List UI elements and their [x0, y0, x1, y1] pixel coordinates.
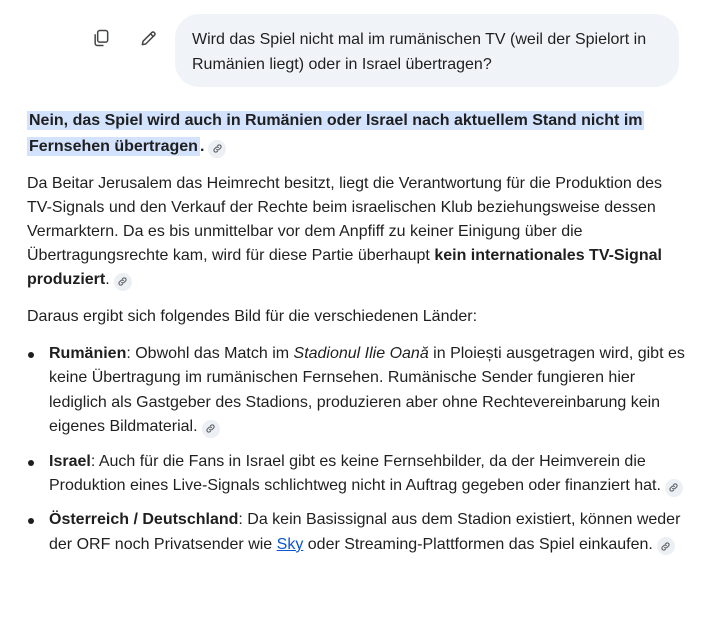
answer-lead-period: . [199, 138, 205, 155]
link-icon[interactable] [202, 420, 220, 438]
stadium-name: Stadionul Ilie Oană [293, 345, 429, 362]
answer-lead [27, 108, 687, 160]
list-item-romania [27, 342, 687, 440]
list-item-label: Israel [49, 452, 91, 470]
list-item-text: in Ploiești ausgetragen wird, gibt es keine Übertragung im rumänischen Fernsehen. Rumänische Sender fungieren hier lediglich als Gastgeber des Stadions, produzieren aber ohne Rechtevereinbarung kein eigenes Bildmaterial. [49, 345, 685, 436]
pencil-icon[interactable] [135, 24, 163, 52]
list-item-label: Österreich / Deutschland [49, 511, 239, 529]
list-item-israel [27, 450, 687, 499]
answer-paragraph-1 [27, 172, 687, 292]
sky-link[interactable]: Sky [276, 535, 304, 553]
paragraph-1-end: . [105, 271, 110, 288]
answer-lead-highlight: Nein, das Spiel wird auch in Rumänien oder Israel nach aktuellem Stand nicht im Fernsehen übertragen [29, 112, 643, 155]
copy-icon[interactable] [87, 24, 115, 52]
list-item-text: : Da kein Basissignal aus dem Stadion existiert, können weder der ORF noch Privatsender wie [49, 511, 681, 553]
link-icon[interactable] [114, 273, 132, 291]
user-message-bubble [175, 14, 679, 87]
list-item-label: Rumänien [49, 345, 127, 362]
link-icon[interactable] [657, 537, 675, 555]
country-list [27, 342, 687, 557]
assistant-answer [27, 108, 687, 567]
paragraph-1-bold: kein internationales TV-Signal produziert [27, 247, 662, 288]
list-item-text: : Auch für die Fans in Israel gibt es keine Fernsehbilder, da der Heimverein die Produktion eines Live-Signals schlichtweg nicht in Auftrag gegeben oder finanziert hat. [49, 452, 661, 495]
list-item-text: oder Streaming-Plattformen das Spiel einkaufen. [303, 535, 653, 553]
paragraph-1-text: Da Beitar Jerusalem das Heimrecht besitzt, liegt die Verantwortung für die Produktion des TV-Signals und den Verkauf der Rechte beim israelischen Klub beziehungsweise dessen Vermarktern. Da es bis unmittelbar vor dem Anpfiff zu keiner Einigung über die Übertragungsrechte kam, wird für diese Partie überhaupt [27, 175, 662, 264]
user-message-text: Wird das Spiel nicht mal im rumänischen TV (weil der Spielort in Rumänien liegt) oder in Israel übertragen? [192, 31, 647, 73]
list-item-austria-germany [27, 508, 687, 557]
list-item-text: : Obwohl das Match im [126, 345, 294, 362]
user-message-row [0, 14, 722, 89]
link-icon[interactable] [665, 479, 683, 497]
answer-paragraph-2: Daraus ergibt sich folgendes Bild für die verschiedenen Länder: [27, 308, 478, 325]
link-icon[interactable] [208, 140, 226, 158]
